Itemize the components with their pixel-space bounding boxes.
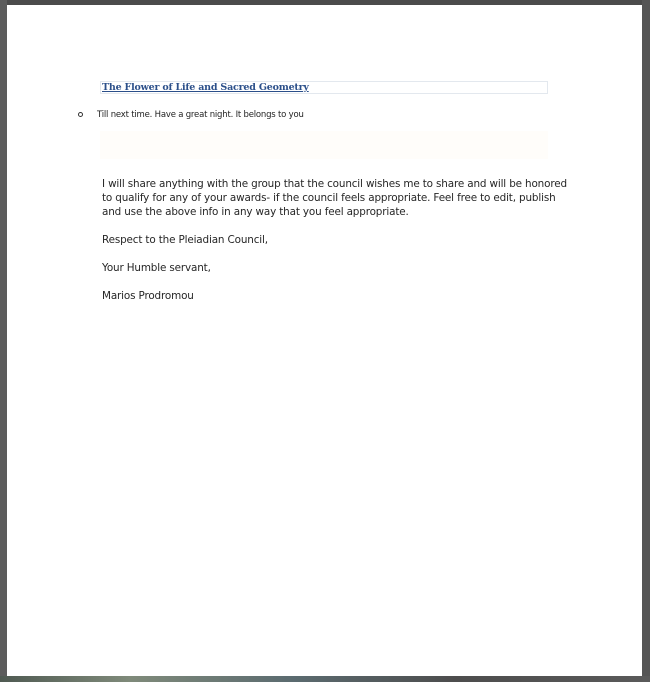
note-line: Till next time. Have a great night. It belongs to you [97, 110, 304, 120]
letter-body [102, 177, 567, 303]
circle-bullet-icon [78, 112, 83, 117]
paragraph-line-2: to qualify for any of your awards- if the council feels appropriate. Feel free to edit, publish [102, 192, 556, 204]
paragraph-line-1: I will share anything with the group that the council wishes me to share and will be honored [102, 178, 567, 190]
window-frame-left [0, 0, 7, 682]
window-frame-right [642, 0, 650, 682]
flower-of-life-link[interactable]: The Flower of Life and Sacred Geometry [102, 82, 309, 93]
window-frame-bottom [0, 676, 650, 682]
closing-line: Your Humble servant, [102, 262, 211, 274]
paragraph-line-3: and use the above info in any way that you feel appropriate. [102, 206, 409, 218]
respect-line: Respect to the Pleiadian Council, [102, 234, 268, 246]
document-page [7, 5, 642, 676]
signature-name: Marios Prodromou [102, 290, 194, 302]
shaded-band [100, 131, 548, 159]
